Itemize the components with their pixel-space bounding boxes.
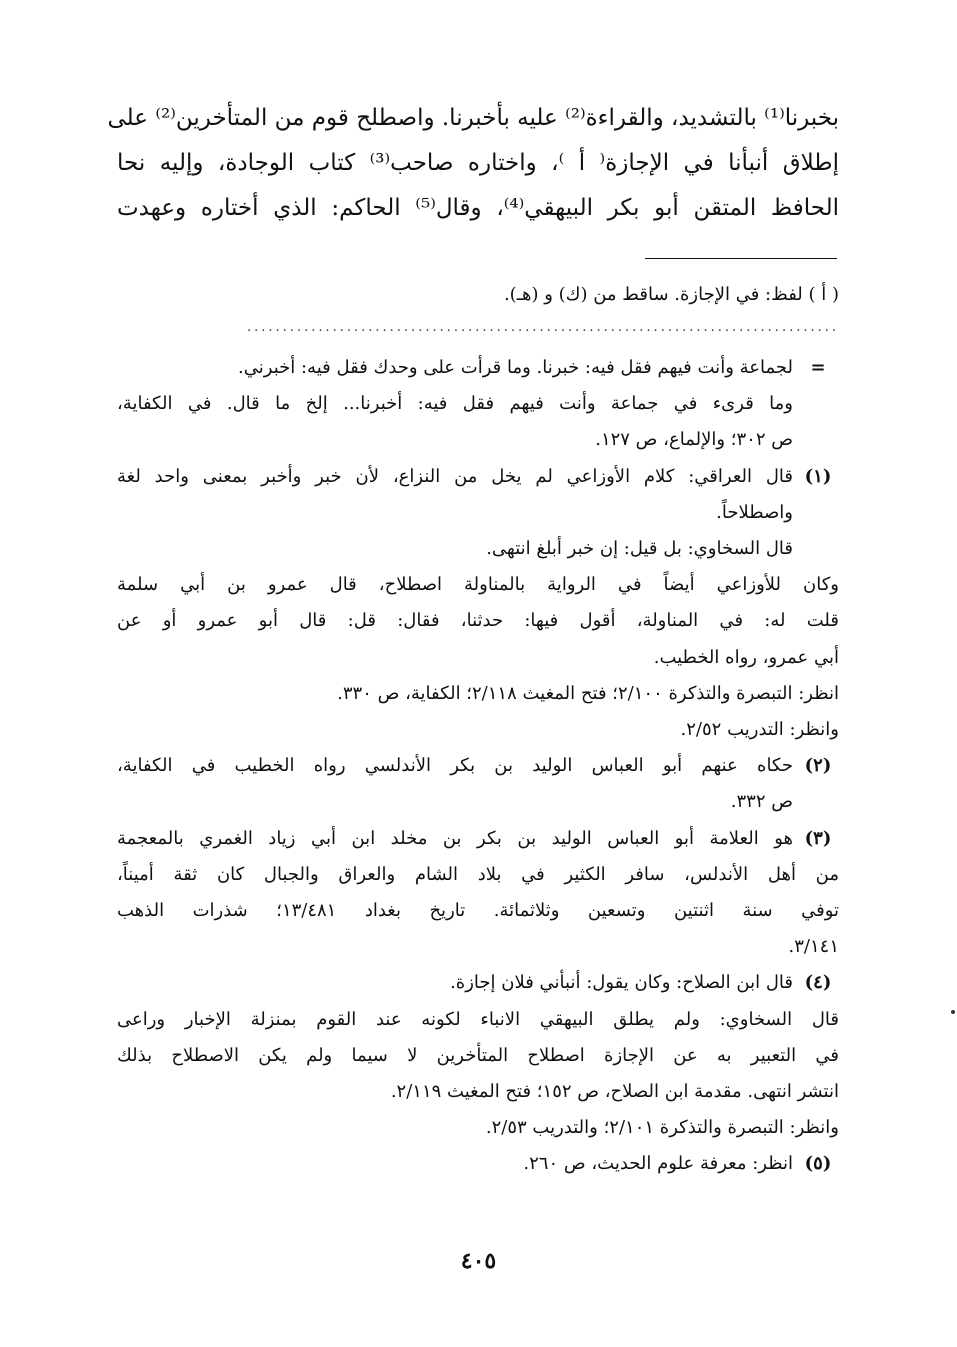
footnote-line: ص ٣٠٢؛ والإلماع، ص ١٢٧. bbox=[595, 429, 793, 451]
footnote-line: أبي عمرو، رواه الخطيب. bbox=[653, 646, 839, 668]
footnote-marker: (٤) bbox=[804, 972, 832, 994]
footnote-line: قال السخاوي: ولم يطلق البيهقي الانباء لكونه عند القوم بمنزلة الإخبار وراعى bbox=[117, 1008, 839, 1030]
footnote-line: وانظر: التبصرة والتذكرة ٢/١٠١؛ والتدريب ٢/٥٣. bbox=[485, 1117, 839, 1139]
main-text-line: إطلاق أنبأنا في الإجازة⁽ أ ⁾، واختاره صاحب⁽³⁾ كتاب الوجادة، وإليه نحا bbox=[117, 150, 839, 176]
footnote-3 bbox=[117, 821, 839, 966]
footnote-line: توفي سنة اثنتين وتسعين وثلاثمائة. تاريخ بغداد ١٣/٤٨١؛ شذرات الذهب bbox=[117, 900, 839, 922]
dotted-separator: ................................................................................... bbox=[247, 320, 839, 335]
footnote-marker: (٥) bbox=[804, 1153, 832, 1175]
page-number: ٤٠٥ bbox=[460, 1248, 497, 1274]
footnote-continuation bbox=[117, 350, 839, 459]
footnote-5 bbox=[117, 1146, 839, 1182]
footnote-line: في التعبير به عن الإجازة اصطلاح المتأخرين لا سيما ولم يكن الاصطلاح بذلك bbox=[117, 1044, 839, 1066]
footnote-4 bbox=[117, 965, 839, 1146]
main-text-block bbox=[107, 96, 839, 231]
footnote-line: هو العلامة أبو العباس الوليد بن بكر بن مخلد ابن أبي زياد الغمري بالمعجمة bbox=[117, 827, 793, 849]
footnote-marker: = bbox=[810, 357, 826, 378]
footnote-marker: (٢) bbox=[804, 755, 832, 777]
footnote-line: من أهل الأندلس، سافر الكثير في بلاد الشام والعراق والجبال كان ثقة أميناً، bbox=[117, 863, 839, 885]
footnote-marker: (٣) bbox=[804, 827, 832, 849]
footnote-line: قال السخاوي: بل قيل: إن خبر أبلغ انتهى. bbox=[486, 538, 793, 560]
footnote-line: لجماعة وأنت فيهم فقل فيه: خبرنا. وما قرأت على وحدك فقل فيه: أخبرني. bbox=[238, 357, 793, 378]
footnote-line: انظر: معرفة علوم الحديث، ص ٢٦٠. bbox=[523, 1153, 793, 1175]
footnote-line: انتشر انتهى. مقدمة ابن الصلاح، ص ١٥٢؛ فتح المغيث ٢/١١٩. bbox=[390, 1081, 839, 1103]
footnote-line: وانظر: التدريب ٢/٥٢. bbox=[680, 719, 839, 741]
footnote-line: قال العراقي: كلام الأوزاعي لم يخل من النزاع، لأن خبر وأخبر بمعنى واحد لغة bbox=[117, 465, 793, 487]
footnote-2 bbox=[117, 748, 839, 820]
footnote-line: قال ابن الصلاح: وكان يقول: أنبأني فلان إجازة. bbox=[450, 972, 793, 994]
footnotes-block bbox=[117, 350, 839, 1183]
footnote-line: وكان للأوزاعي أيضاً في الرواية بالمناولة اصطلاح، قال عمرو بن أبي سلمة bbox=[117, 574, 839, 596]
footnote-line: حكاه عنهم أبو العباس الوليد بن بكر الأندلسي رواه الخطيب في الكفاية، bbox=[117, 755, 793, 777]
footnote-line: قلت له: في المناولة، أقول فيها: حدثنا، فقال: قل: قال أبو عمرو أو عن bbox=[117, 610, 839, 632]
footnote-line: ٣/١٤١. bbox=[788, 936, 839, 958]
footnote-line: انظر: التبصرة والتذكرة ٢/١٠٠؛ فتح المغيث ٢/١١٨؛ الكفاية، ص ٣٣٠. bbox=[337, 682, 839, 704]
scan-speck bbox=[951, 1010, 955, 1014]
main-text-line: بخبرنا⁽¹⁾ بالتشديد، والقراءة⁽²⁾ عليه بأخبرنا. واصطلح قوم من المتأخرين⁽²⁾ على bbox=[107, 105, 839, 131]
editor-note: ( أ ) لفظ: في الإجازة. ساقط من (ك) و (هـ). bbox=[503, 284, 839, 305]
footnote-line: وما قرىء في جماعة وأنت فيهم فقل فيه: أخبرنا... إلخ ما قال. في الكفاية، bbox=[117, 393, 793, 415]
footnote-line: واصطلاحاً. bbox=[716, 501, 793, 523]
footnote-1 bbox=[117, 459, 839, 749]
footnote-separator-rule bbox=[645, 258, 837, 259]
main-text-line: الحافظ المتقن أبو بكر البيهقي⁽⁴⁾، وقال⁽⁵⁾ الحاكم: الذي أختاره وعهدت bbox=[117, 195, 839, 221]
footnote-marker: (١) bbox=[804, 465, 832, 487]
footnote-line: ص ٣٣٢. bbox=[730, 791, 793, 813]
